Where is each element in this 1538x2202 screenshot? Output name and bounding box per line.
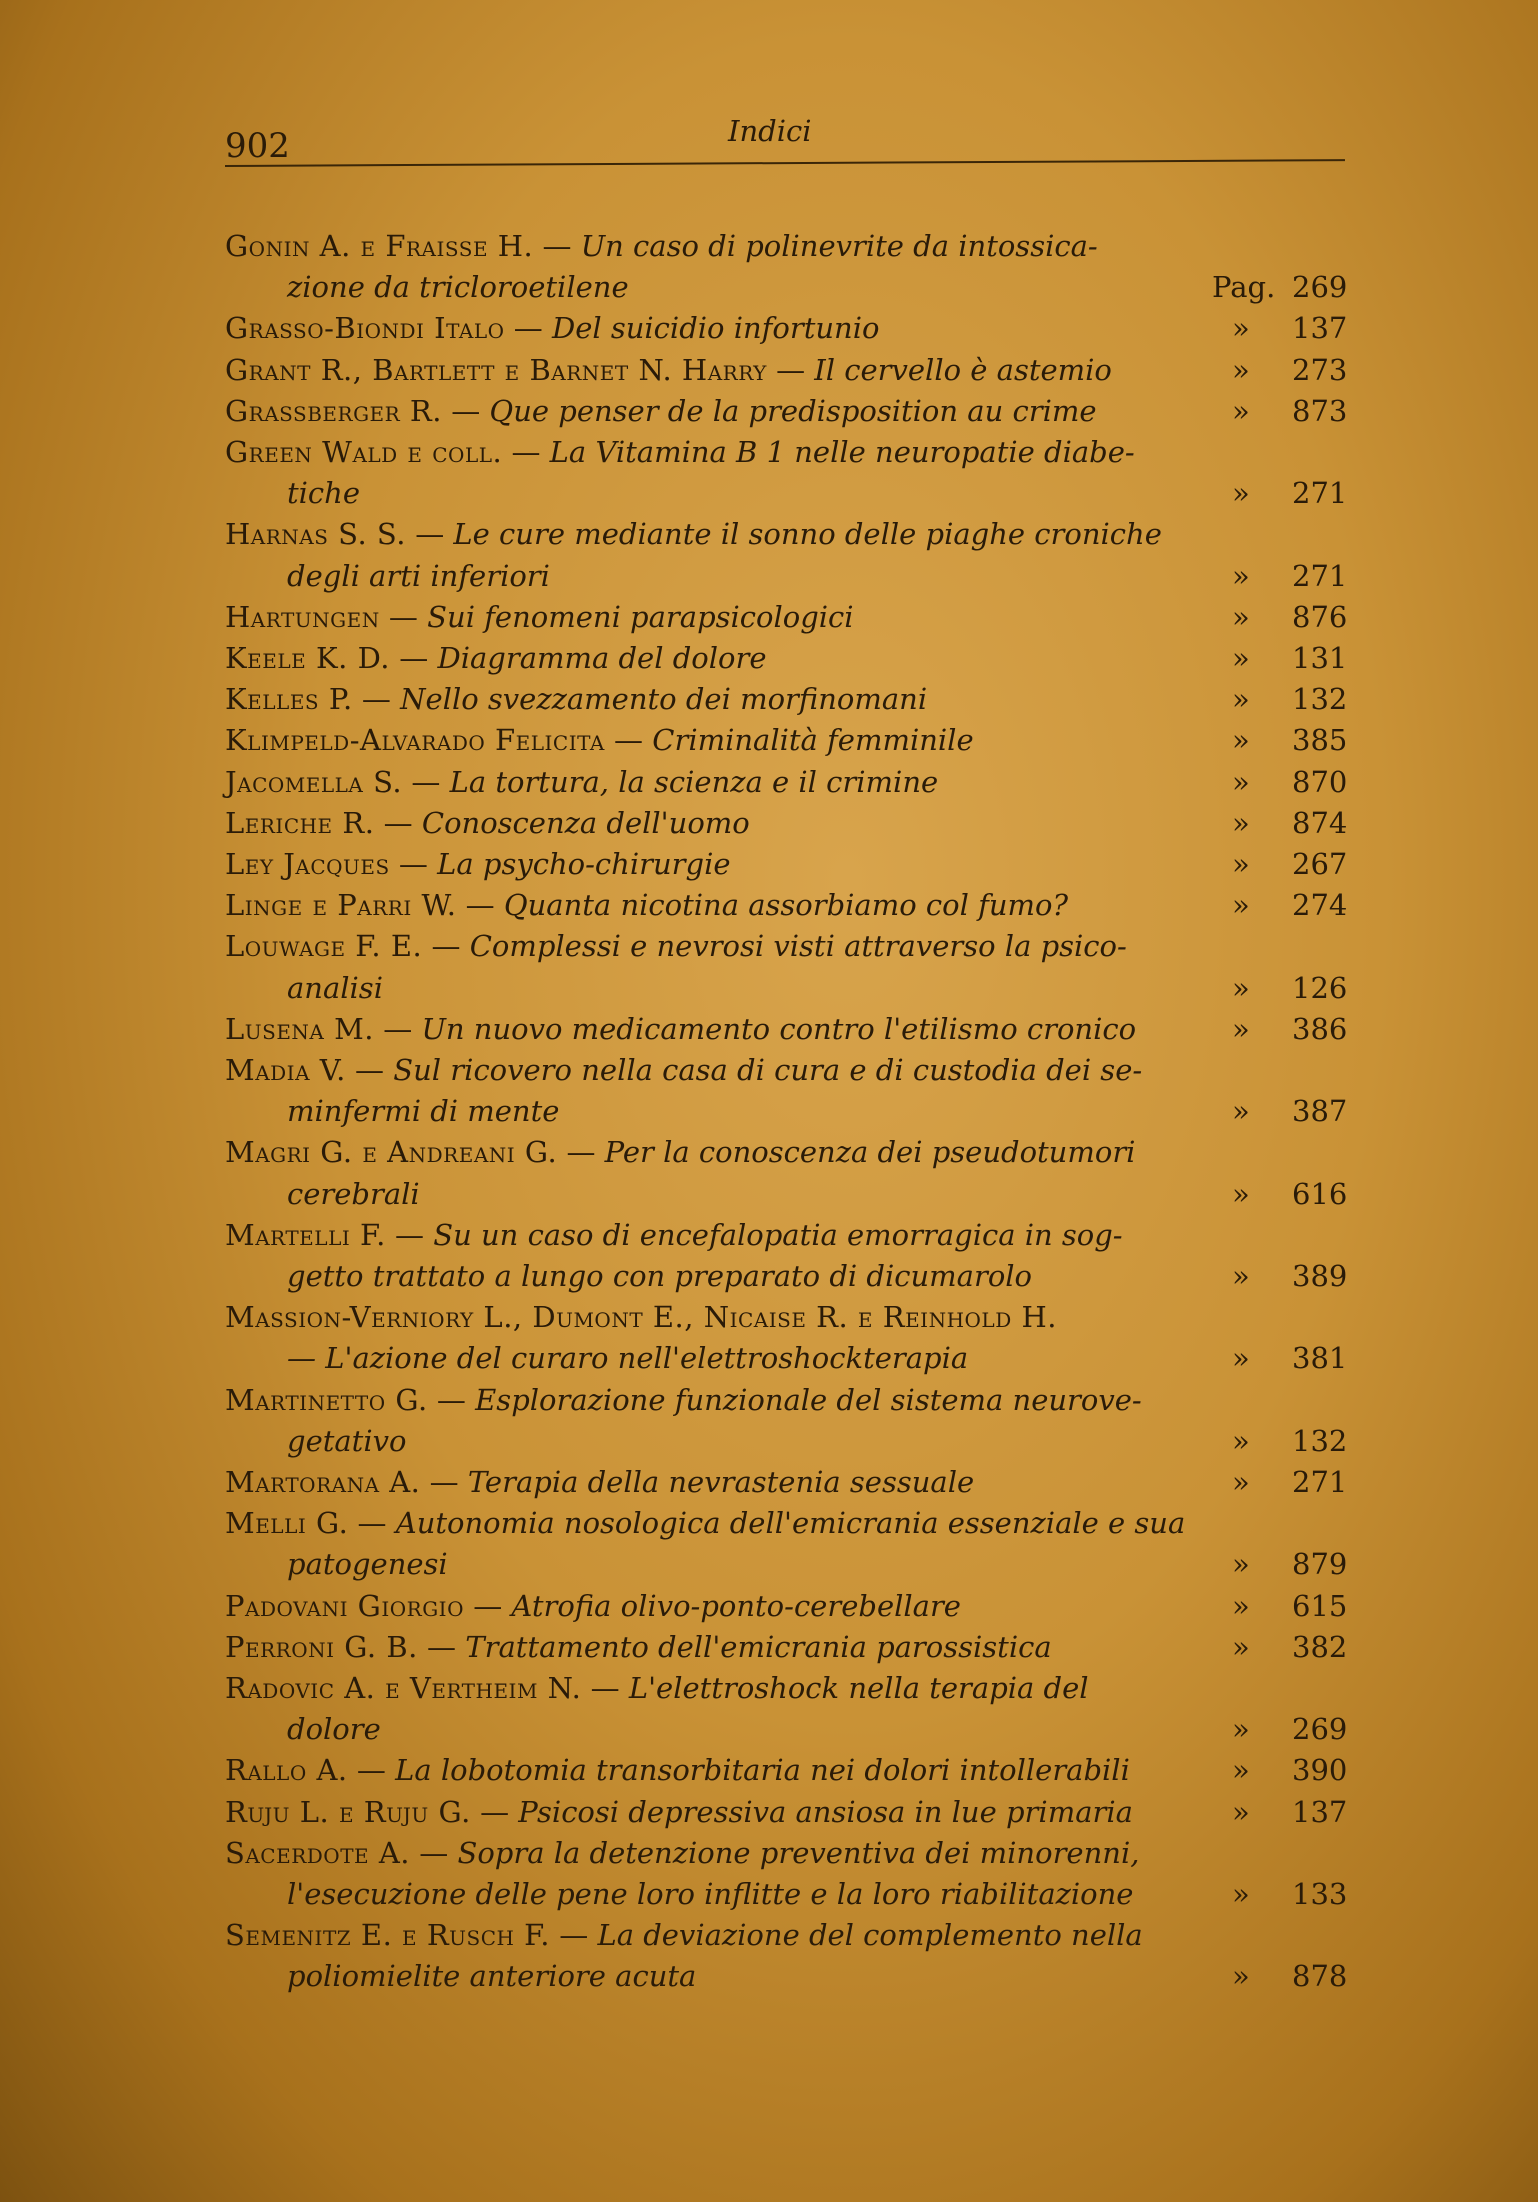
entry-heading: [225, 925, 1127, 967]
index-entry: [0, 1379, 1538, 1421]
entry-author: Klimpeld-Alvarado Felicita: [225, 723, 605, 758]
ditto-mark: »: [1232, 888, 1250, 923]
index-entry: [0, 761, 1538, 803]
entry-dash: —: [352, 682, 401, 717]
index-entry-continuation: [0, 555, 1538, 597]
entry-heading: [225, 307, 879, 349]
entry-title: La tortura, la scienza e il crimine: [449, 764, 939, 799]
entry-dash: —: [402, 764, 450, 799]
entry-dash: —: [456, 888, 504, 923]
entry-heading: [225, 678, 927, 720]
index-entry-continuation: [0, 967, 1538, 1009]
ditto-mark: »: [1232, 641, 1250, 675]
entry-author: Gonin A. e Fraisse H.: [225, 229, 534, 263]
entry-title: Quanta nicotina assorbiamo col fumo?: [503, 888, 1068, 923]
entry-author: Grassberger R.: [225, 393, 442, 428]
ditto-mark: »: [1232, 599, 1250, 634]
index-entry: [0, 513, 1538, 555]
entry-author: Martinetto G.: [225, 1382, 428, 1417]
entry-page-number: 131: [1292, 641, 1348, 675]
entry-dash: —: [463, 1588, 512, 1623]
entry-dash: —: [348, 1506, 396, 1541]
entry-author: Grasso-Biondi Italo: [225, 311, 505, 346]
entry-author: Sacerdote A.: [225, 1835, 411, 1870]
entry-title: Que penser de la predisposition au crime: [489, 393, 1097, 428]
index-entry: [0, 1626, 1538, 1668]
entry-author: Semenitz E. e Rusch F.: [225, 1918, 550, 1953]
entry-dash: —: [417, 1629, 466, 1664]
entry-heading: [225, 1667, 1089, 1709]
entry-dash: —: [581, 1671, 629, 1705]
entry-author: Kelles P.: [225, 682, 353, 717]
entry-title: L'elettroshock nella terapia del: [628, 1671, 1089, 1705]
index-entry: [0, 307, 1538, 349]
entry-dash: —: [427, 1382, 476, 1417]
ditto-mark: »: [1232, 723, 1250, 758]
index-entry-continuation: [0, 1420, 1538, 1462]
entry-page-number: 870: [1292, 764, 1348, 799]
entry-heading: [225, 225, 1098, 267]
entry-heading: [225, 802, 750, 844]
index-entry: [0, 390, 1538, 432]
entry-title: La Vitamina B 1 nelle neuropatie diabe-: [549, 435, 1135, 469]
entry-heading: [225, 1791, 1133, 1833]
ditto-mark: »: [1232, 1629, 1250, 1664]
entry-dash: —: [374, 805, 422, 840]
ditto-mark: »: [1232, 1794, 1250, 1829]
entry-dash: —: [441, 393, 490, 428]
entry-dash: —: [766, 352, 815, 387]
entry-dash: —: [374, 1011, 422, 1046]
ditto-mark: »: [1232, 682, 1250, 717]
entry-heading: [225, 1914, 1143, 1956]
entry-heading: [225, 1749, 1130, 1791]
entry-page-number: 132: [1292, 682, 1348, 717]
entry-page-number: 616: [1292, 1176, 1348, 1211]
index-entry-continuation: [0, 1708, 1538, 1750]
index-entry: [0, 884, 1538, 926]
entry-title: La psycho-chirurgie: [437, 847, 731, 881]
index-entry: [0, 1667, 1538, 1709]
entry-author: Martelli F.: [225, 1217, 386, 1252]
ditto-mark: »: [1232, 1959, 1250, 1994]
entry-dash: —: [504, 311, 552, 346]
entry-page-number: 267: [1292, 847, 1348, 881]
index-entry: [0, 1296, 1538, 1338]
ditto-mark: »: [1232, 1176, 1250, 1211]
index-entry: [0, 678, 1538, 720]
entry-title-continuation: cerebrali: [287, 1176, 420, 1211]
ditto-mark: »: [1232, 847, 1250, 881]
entry-author: Rallo A.: [225, 1753, 348, 1788]
entry-dash: —: [345, 1053, 394, 1087]
entry-heading: [225, 1832, 1139, 1874]
index-entry: [0, 1214, 1538, 1256]
entry-title: Atrofia olivo-ponto-cerebellare: [511, 1588, 961, 1623]
entry-page-number: 386: [1292, 1011, 1348, 1046]
entry-heading: [225, 1585, 961, 1627]
entry-dash: —: [422, 929, 470, 964]
entry-title: Sul ricovero nella casa di cura e di custodia dei se-: [393, 1053, 1143, 1087]
entry-page-number: 381: [1292, 1341, 1348, 1376]
entry-author: Perroni G. B.: [225, 1629, 418, 1664]
entry-dash: —: [420, 1465, 468, 1499]
ditto-mark: »: [1232, 352, 1250, 387]
entry-page-number: 878: [1292, 1959, 1348, 1994]
entry-author: Hartungen: [225, 599, 380, 634]
entry-heading: [225, 1049, 1142, 1091]
entry-page-number: 873: [1292, 393, 1348, 428]
entry-title: Del suicidio infortunio: [551, 311, 880, 346]
entry-title-continuation: dolore: [287, 1712, 381, 1747]
entry-page-number: 269: [1292, 1712, 1348, 1747]
entry-page-number: 387: [1292, 1094, 1348, 1129]
entry-author: Madia V.: [225, 1053, 346, 1087]
entry-page-number: 273: [1292, 352, 1348, 387]
entry-heading: [225, 596, 854, 638]
index-entry: [0, 1791, 1538, 1833]
ditto-mark: »: [1232, 764, 1250, 799]
entry-author: Linge e Parri W.: [225, 888, 457, 923]
entry-title-continuation: getativo: [287, 1423, 407, 1458]
ditto-mark: »: [1232, 1877, 1250, 1911]
entry-title: La deviazione del complemento nella: [597, 1918, 1143, 1953]
ditto-mark: »: [1232, 558, 1250, 593]
index-entry: [0, 1585, 1538, 1627]
entry-dash: —: [389, 847, 438, 881]
entry-author: Padovani Giorgio: [225, 1588, 464, 1623]
entry-heading: [225, 1214, 1123, 1256]
entry-page-number: 876: [1292, 599, 1348, 634]
entry-title-continuation: analisi: [287, 970, 383, 1005]
ditto-mark: »: [1232, 1588, 1250, 1623]
entry-title: Criminalità femminile: [652, 723, 974, 758]
entry-title: Complessi e nevrosi visti attraverso la psico-: [469, 929, 1127, 964]
entry-title-continuation: degli arti inferiori: [287, 558, 550, 593]
entry-dash: —: [550, 1918, 598, 1953]
index-entry: [0, 596, 1538, 638]
entry-page-number: 137: [1292, 1794, 1348, 1829]
running-header-title: Indici: [728, 114, 812, 148]
entry-title: Conoscenza dell'uomo: [421, 805, 750, 840]
index-entry: [0, 1008, 1538, 1050]
entry-page-number: 133: [1292, 1877, 1348, 1911]
index-entry: [0, 802, 1538, 844]
entry-heading: [225, 761, 938, 803]
entry-title: Il cervello è astemio: [814, 352, 1112, 387]
entry-title: Trattamento dell'emicrania parossistica: [465, 1629, 1052, 1664]
entry-author: Radovic A. e Vertheim N.: [225, 1671, 582, 1705]
entry-title-continuation: minfermi di mente: [287, 1094, 560, 1129]
entry-author: Harnas S. S.: [225, 517, 406, 552]
entry-heading: [225, 349, 1112, 391]
ditto-mark: »: [1232, 1423, 1250, 1458]
index-entry: [0, 637, 1538, 679]
index-entry-continuation: [0, 1173, 1538, 1215]
entry-page-number: 271: [1292, 1465, 1348, 1499]
entry-heading: [225, 1008, 1136, 1050]
entry-page-number: 390: [1292, 1753, 1348, 1788]
index-entry: [0, 1749, 1538, 1791]
entry-author: Leriche R.: [225, 805, 375, 840]
entry-author: Louwage F. E.: [225, 929, 423, 964]
entry-author: Magri G. e Andreani G.: [225, 1135, 558, 1170]
entry-page-number: 385: [1292, 723, 1348, 758]
entry-heading: [225, 884, 1068, 926]
ditto-mark: »: [1232, 970, 1250, 1005]
index-entry: [0, 1914, 1538, 1956]
entry-title: Un nuovo medicamento contro l'etilismo cronico: [421, 1011, 1137, 1046]
entry-title: Su un caso di encefalopatia emorragica in sog-: [433, 1217, 1123, 1252]
entry-page-number: 271: [1292, 558, 1348, 593]
entry-author: Green Wald e coll.: [225, 435, 503, 469]
index-entry-continuation: [0, 472, 1538, 514]
index-entry-continuation: [0, 1090, 1538, 1132]
entry-title: Sui fenomeni parapsicologici: [427, 599, 854, 634]
entry-dash: —: [502, 435, 550, 469]
entry-heading: [225, 1296, 1057, 1338]
entry-heading: [225, 1502, 1185, 1544]
ditto-mark: »: [1232, 1712, 1250, 1747]
entry-title-continuation: getto trattato a lungo con preparato di dicumarolo: [287, 1259, 1033, 1293]
entry-dash: —: [379, 599, 428, 634]
index-entry-continuation: [0, 1337, 1538, 1379]
entry-page-number: 879: [1292, 1547, 1348, 1582]
entry-title: Un caso di polinevrite da intossica-: [580, 229, 1098, 263]
entry-title-continuation: patogenesi: [287, 1547, 448, 1582]
entry-page-number: 137: [1292, 311, 1348, 346]
entry-dash: —: [533, 229, 581, 263]
index-entry-continuation: [0, 1255, 1538, 1297]
entry-title-continuation: l'esecuzione delle pene loro inflitte e la loro riabilitazione: [287, 1877, 1134, 1911]
entry-title-continuation: zione da tricloroetilene: [287, 270, 629, 305]
entry-heading: [225, 513, 1162, 555]
index-entry-continuation: [0, 266, 1538, 308]
entry-page-number: 874: [1292, 805, 1348, 840]
index-entry: [0, 431, 1538, 473]
ditto-mark: »: [1232, 805, 1250, 840]
entry-title-continuation: poliomielite anteriore acuta: [287, 1959, 697, 1994]
entry-dash: —: [385, 1217, 434, 1252]
entry-heading: [225, 1379, 1142, 1421]
entry-heading: [225, 1461, 974, 1503]
page-label: Pag.: [1212, 270, 1276, 305]
entry-author: Jacomella S.: [225, 764, 403, 799]
entry-page-number: 274: [1292, 888, 1348, 923]
entry-page-number: 132: [1292, 1423, 1348, 1458]
entry-dash: —: [557, 1135, 605, 1170]
index-entry: [0, 349, 1538, 391]
entry-author: Martorana A.: [225, 1465, 421, 1499]
entry-author: Ley Jacques: [225, 847, 390, 881]
index-entry: [0, 843, 1538, 885]
index-entry: [0, 925, 1538, 967]
entry-author: Lusena M.: [225, 1011, 374, 1046]
index-entry: [0, 1461, 1538, 1503]
ditto-mark: »: [1232, 1465, 1250, 1499]
entry-title-continuation: tiche: [287, 476, 361, 511]
index-entry: [0, 1049, 1538, 1091]
entry-author: Massion-Verniory L., Dumont E., Nicaise R. e Reinhold H.: [225, 1300, 1057, 1335]
entry-title: Psicosi depressiva ansiosa in lue primaria: [518, 1794, 1133, 1829]
entry-title: Terapia della nevrastenia sessuale: [467, 1465, 975, 1499]
ditto-mark: »: [1232, 1547, 1250, 1582]
index-entry-continuation: [0, 1543, 1538, 1585]
ditto-mark: »: [1232, 311, 1250, 346]
ditto-mark: »: [1232, 476, 1250, 511]
index-entry-continuation: [0, 1955, 1538, 1997]
entry-heading: [225, 1626, 1052, 1668]
ditto-mark: »: [1232, 393, 1250, 428]
entry-heading: [225, 843, 731, 885]
ditto-mark: »: [1232, 1259, 1250, 1293]
entry-page-number: 382: [1292, 1629, 1348, 1664]
index-entry-continuation: [0, 1873, 1538, 1915]
entry-title: Esplorazione funzionale del sistema neurove-: [475, 1382, 1142, 1417]
entry-page-number: 389: [1292, 1259, 1348, 1293]
entry-author: Ruju L. e Ruju G.: [225, 1794, 471, 1829]
index-entry: [0, 719, 1538, 761]
entry-author: Keele K. D.: [225, 641, 391, 675]
entry-page-number: 126: [1292, 970, 1348, 1005]
entry-title: La lobotomia transorbitaria nei dolori intollerabili: [395, 1753, 1130, 1788]
entry-page-number: 269: [1292, 270, 1348, 305]
index-entry: [0, 225, 1538, 267]
ditto-mark: »: [1232, 1094, 1250, 1129]
entry-title: Per la conoscenza dei pseudotumori: [604, 1135, 1136, 1170]
entry-title-continuation: — L'azione del curaro nell'elettroshockterapia: [287, 1341, 969, 1376]
entry-title: Sopra la detenzione preventiva dei minorenni,: [457, 1835, 1140, 1870]
entry-title: Nello svezzamento dei morfinomani: [400, 682, 928, 717]
ditto-mark: »: [1232, 1753, 1250, 1788]
entry-title: Le cure mediante il sonno delle piaghe croniche: [453, 517, 1162, 552]
entry-page-number: 615: [1292, 1588, 1348, 1623]
entry-heading: [225, 637, 767, 679]
entry-author: Melli G.: [225, 1506, 349, 1541]
index-entry: [0, 1832, 1538, 1874]
entry-dash: —: [470, 1794, 519, 1829]
entry-dash: —: [347, 1753, 396, 1788]
index-entry: [0, 1131, 1538, 1173]
page-number: 902: [225, 126, 290, 166]
entry-heading: [225, 719, 974, 761]
entry-dash: —: [405, 517, 454, 552]
entry-title: Diagramma del dolore: [437, 641, 767, 675]
entry-dash: —: [410, 1835, 458, 1870]
index-entry: [0, 1502, 1538, 1544]
entry-title: Autonomia nosologica dell'emicrania essenziale e sua: [395, 1506, 1186, 1541]
entry-page-number: 271: [1292, 476, 1348, 511]
entry-dash: —: [604, 723, 653, 758]
ditto-mark: »: [1232, 1341, 1250, 1376]
entry-heading: [225, 431, 1135, 473]
entry-dash: —: [390, 641, 438, 675]
entry-heading: [225, 1131, 1135, 1173]
ditto-mark: »: [1232, 1011, 1250, 1046]
entry-author: Grant R., Bartlett e Barnet N. Harry: [225, 352, 767, 387]
entry-heading: [225, 390, 1097, 432]
